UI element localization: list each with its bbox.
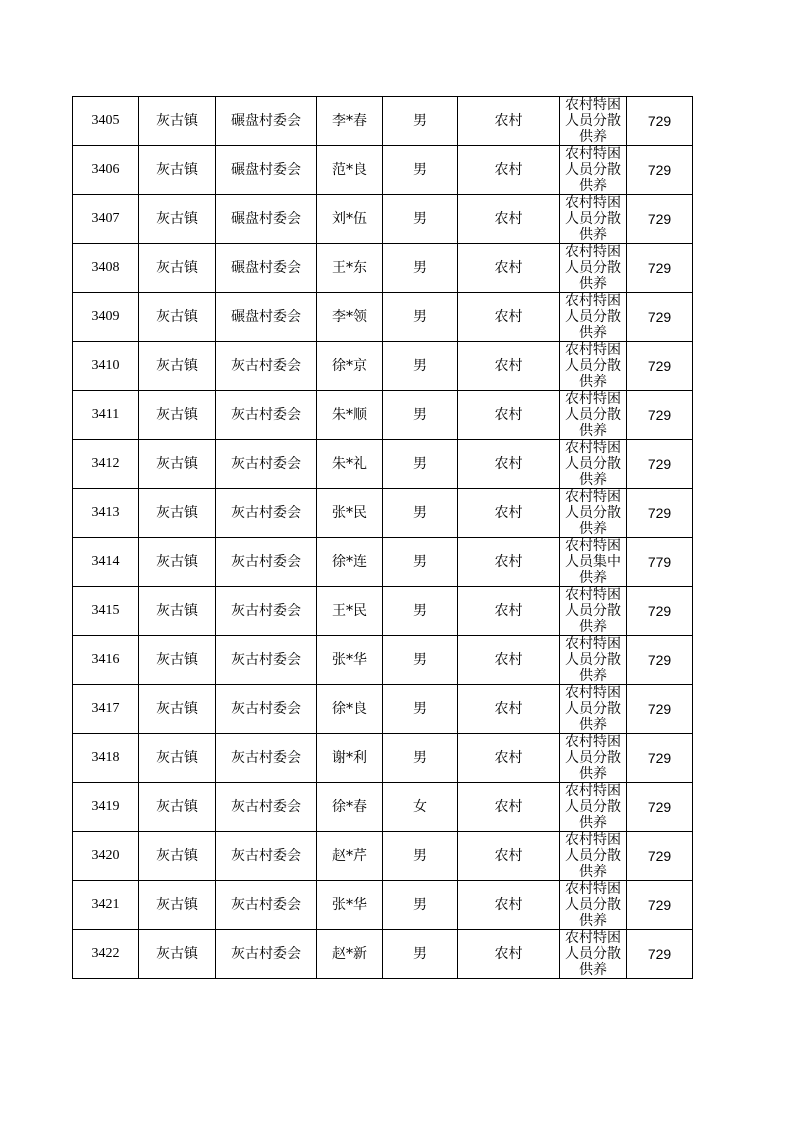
town-cell: 灰古镇	[139, 930, 216, 979]
gender-cell: 男	[383, 734, 458, 783]
table-row	[73, 391, 693, 440]
person-name-cell: 张*民	[317, 489, 383, 538]
support-category-text: 农村特困人员分散供养	[565, 391, 621, 439]
person-name-cell: 李*领	[317, 293, 383, 342]
village-committee-cell: 灰古村委会	[216, 342, 317, 391]
person-name-cell: 朱*礼	[317, 440, 383, 489]
village-committee-cell: 灰古村委会	[216, 685, 317, 734]
serial-number-cell: 3422	[73, 930, 139, 979]
serial-number-cell: 3412	[73, 440, 139, 489]
support-category-text: 农村特困人员分散供养	[565, 342, 621, 390]
support-category-text: 农村特困人员分散供养	[565, 832, 621, 880]
table-row	[73, 489, 693, 538]
support-category-cell	[560, 293, 627, 342]
serial-number-cell: 3413	[73, 489, 139, 538]
town-cell: 灰古镇	[139, 636, 216, 685]
gender-cell: 男	[383, 881, 458, 930]
person-name-cell: 刘*伍	[317, 195, 383, 244]
support-category-cell	[560, 881, 627, 930]
household-type-cell: 农村	[458, 930, 560, 979]
household-type-cell: 农村	[458, 587, 560, 636]
support-category-cell	[560, 685, 627, 734]
support-category-text: 农村特困人员集中供养	[565, 538, 621, 586]
support-category-cell	[560, 391, 627, 440]
gender-cell: 男	[383, 489, 458, 538]
support-category-text: 农村特困人员分散供养	[565, 244, 621, 292]
household-type-cell: 农村	[458, 391, 560, 440]
village-committee-cell: 灰古村委会	[216, 587, 317, 636]
town-cell: 灰古镇	[139, 440, 216, 489]
amount-cell: 729	[627, 489, 693, 538]
town-cell: 灰古镇	[139, 881, 216, 930]
support-category-text: 农村特困人员分散供养	[565, 783, 621, 831]
gender-cell: 男	[383, 587, 458, 636]
table-row	[73, 146, 693, 195]
village-committee-cell: 灰古村委会	[216, 391, 317, 440]
town-cell: 灰古镇	[139, 489, 216, 538]
amount-cell: 729	[627, 146, 693, 195]
amount-cell: 729	[627, 783, 693, 832]
village-committee-cell: 灰古村委会	[216, 538, 317, 587]
amount-cell: 729	[627, 685, 693, 734]
support-category-cell	[560, 146, 627, 195]
support-category-cell	[560, 930, 627, 979]
household-type-cell: 农村	[458, 734, 560, 783]
person-name-cell: 徐*春	[317, 783, 383, 832]
town-cell: 灰古镇	[139, 734, 216, 783]
table-row	[73, 881, 693, 930]
amount-cell: 729	[627, 244, 693, 293]
town-cell: 灰古镇	[139, 538, 216, 587]
gender-cell: 男	[383, 930, 458, 979]
support-category-cell	[560, 97, 627, 146]
relief-roster-table	[72, 96, 693, 979]
person-name-cell: 李*春	[317, 97, 383, 146]
gender-cell: 男	[383, 538, 458, 587]
amount-cell: 779	[627, 538, 693, 587]
support-category-text: 农村特困人员分散供养	[565, 146, 621, 194]
household-type-cell: 农村	[458, 440, 560, 489]
town-cell: 灰古镇	[139, 832, 216, 881]
serial-number-cell: 3420	[73, 832, 139, 881]
support-category-text: 农村特困人员分散供养	[565, 636, 621, 684]
town-cell: 灰古镇	[139, 293, 216, 342]
person-name-cell: 徐*京	[317, 342, 383, 391]
village-committee-cell: 灰古村委会	[216, 832, 317, 881]
person-name-cell: 张*华	[317, 881, 383, 930]
village-committee-cell: 灰古村委会	[216, 881, 317, 930]
gender-cell: 男	[383, 342, 458, 391]
serial-number-cell: 3419	[73, 783, 139, 832]
table-row	[73, 440, 693, 489]
table-row	[73, 244, 693, 293]
town-cell: 灰古镇	[139, 195, 216, 244]
gender-cell: 男	[383, 244, 458, 293]
person-name-cell: 张*华	[317, 636, 383, 685]
support-category-text: 农村特困人员分散供养	[565, 881, 621, 929]
amount-cell: 729	[627, 832, 693, 881]
support-category-cell	[560, 832, 627, 881]
village-committee-cell: 碾盘村委会	[216, 97, 317, 146]
serial-number-cell: 3416	[73, 636, 139, 685]
serial-number-cell: 3409	[73, 293, 139, 342]
support-category-cell	[560, 489, 627, 538]
amount-cell: 729	[627, 636, 693, 685]
person-name-cell: 赵*芹	[317, 832, 383, 881]
gender-cell: 男	[383, 391, 458, 440]
town-cell: 灰古镇	[139, 391, 216, 440]
support-category-text: 农村特困人员分散供养	[565, 293, 621, 341]
household-type-cell: 农村	[458, 342, 560, 391]
serial-number-cell: 3410	[73, 342, 139, 391]
household-type-cell: 农村	[458, 146, 560, 195]
serial-number-cell: 3407	[73, 195, 139, 244]
table-row	[73, 734, 693, 783]
gender-cell: 男	[383, 293, 458, 342]
support-category-cell	[560, 783, 627, 832]
household-type-cell: 农村	[458, 489, 560, 538]
support-category-cell	[560, 587, 627, 636]
village-committee-cell: 灰古村委会	[216, 930, 317, 979]
village-committee-cell: 碾盘村委会	[216, 293, 317, 342]
village-committee-cell: 碾盘村委会	[216, 195, 317, 244]
support-category-cell	[560, 244, 627, 293]
household-type-cell: 农村	[458, 636, 560, 685]
person-name-cell: 王*东	[317, 244, 383, 293]
village-committee-cell: 灰古村委会	[216, 489, 317, 538]
household-type-cell: 农村	[458, 293, 560, 342]
support-category-cell	[560, 440, 627, 489]
town-cell: 灰古镇	[139, 685, 216, 734]
table-row	[73, 293, 693, 342]
village-committee-cell: 碾盘村委会	[216, 244, 317, 293]
table-row	[73, 636, 693, 685]
household-type-cell: 农村	[458, 195, 560, 244]
amount-cell: 729	[627, 930, 693, 979]
serial-number-cell: 3408	[73, 244, 139, 293]
gender-cell: 男	[383, 440, 458, 489]
serial-number-cell: 3418	[73, 734, 139, 783]
table-row	[73, 832, 693, 881]
amount-cell: 729	[627, 881, 693, 930]
town-cell: 灰古镇	[139, 342, 216, 391]
household-type-cell: 农村	[458, 244, 560, 293]
table-row	[73, 783, 693, 832]
gender-cell: 男	[383, 636, 458, 685]
person-name-cell: 赵*新	[317, 930, 383, 979]
household-type-cell: 农村	[458, 783, 560, 832]
table-row	[73, 685, 693, 734]
support-category-text: 农村特困人员分散供养	[565, 685, 621, 733]
support-category-cell	[560, 734, 627, 783]
person-name-cell: 谢*利	[317, 734, 383, 783]
gender-cell: 男	[383, 685, 458, 734]
village-committee-cell: 灰古村委会	[216, 636, 317, 685]
table-body	[73, 97, 693, 979]
serial-number-cell: 3417	[73, 685, 139, 734]
household-type-cell: 农村	[458, 538, 560, 587]
amount-cell: 729	[627, 342, 693, 391]
support-category-text: 农村特困人员分散供养	[565, 489, 621, 537]
table-row	[73, 930, 693, 979]
gender-cell: 女	[383, 783, 458, 832]
amount-cell: 729	[627, 195, 693, 244]
amount-cell: 729	[627, 440, 693, 489]
support-category-cell	[560, 538, 627, 587]
support-category-text: 农村特困人员分散供养	[565, 930, 621, 978]
serial-number-cell: 3415	[73, 587, 139, 636]
support-category-text: 农村特困人员分散供养	[565, 97, 621, 145]
support-category-cell	[560, 342, 627, 391]
support-category-cell	[560, 636, 627, 685]
town-cell: 灰古镇	[139, 244, 216, 293]
support-category-text: 农村特困人员分散供养	[565, 734, 621, 782]
town-cell: 灰古镇	[139, 587, 216, 636]
town-cell: 灰古镇	[139, 97, 216, 146]
gender-cell: 男	[383, 195, 458, 244]
village-committee-cell: 灰古村委会	[216, 783, 317, 832]
gender-cell: 男	[383, 832, 458, 881]
table-row	[73, 587, 693, 636]
amount-cell: 729	[627, 734, 693, 783]
serial-number-cell: 3406	[73, 146, 139, 195]
serial-number-cell: 3411	[73, 391, 139, 440]
amount-cell: 729	[627, 293, 693, 342]
table-row	[73, 538, 693, 587]
person-name-cell: 朱*顺	[317, 391, 383, 440]
table-row	[73, 195, 693, 244]
person-name-cell: 徐*良	[317, 685, 383, 734]
amount-cell: 729	[627, 391, 693, 440]
person-name-cell: 王*民	[317, 587, 383, 636]
village-committee-cell: 灰古村委会	[216, 734, 317, 783]
household-type-cell: 农村	[458, 832, 560, 881]
serial-number-cell: 3414	[73, 538, 139, 587]
household-type-cell: 农村	[458, 97, 560, 146]
support-category-cell	[560, 195, 627, 244]
amount-cell: 729	[627, 587, 693, 636]
village-committee-cell: 碾盘村委会	[216, 146, 317, 195]
support-category-text: 农村特困人员分散供养	[565, 440, 621, 488]
support-category-text: 农村特困人员分散供养	[565, 587, 621, 635]
gender-cell: 男	[383, 146, 458, 195]
table-row	[73, 97, 693, 146]
gender-cell: 男	[383, 97, 458, 146]
town-cell: 灰古镇	[139, 146, 216, 195]
household-type-cell: 农村	[458, 685, 560, 734]
village-committee-cell: 灰古村委会	[216, 440, 317, 489]
person-name-cell: 范*良	[317, 146, 383, 195]
serial-number-cell: 3405	[73, 97, 139, 146]
household-type-cell: 农村	[458, 881, 560, 930]
person-name-cell: 徐*连	[317, 538, 383, 587]
table-row	[73, 342, 693, 391]
amount-cell: 729	[627, 97, 693, 146]
serial-number-cell: 3421	[73, 881, 139, 930]
town-cell: 灰古镇	[139, 783, 216, 832]
support-category-text: 农村特困人员分散供养	[565, 195, 621, 243]
